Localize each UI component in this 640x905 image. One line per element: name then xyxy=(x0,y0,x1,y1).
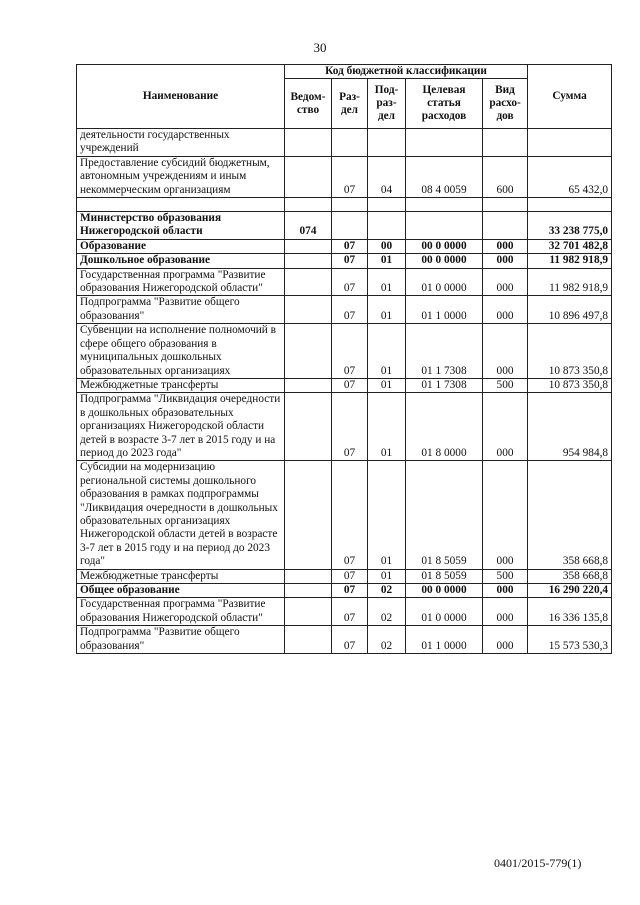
cell-podrazdel: 02 xyxy=(368,626,406,654)
cell-vedomstvo xyxy=(285,239,332,253)
cell-celevaya-statya: 01 1 0000 xyxy=(406,626,483,654)
cell-celevaya-statya: 01 1 7308 xyxy=(406,324,483,379)
cell-podrazdel: 01 xyxy=(368,378,406,392)
cell-sum: 16 290 220,4 xyxy=(528,584,612,598)
cell-podrazdel xyxy=(368,129,406,157)
cell-celevaya-statya: 00 0 0000 xyxy=(406,584,483,598)
cell-vid-rashodov: 000 xyxy=(483,626,528,654)
document-code: 0401/2015-779(1) xyxy=(494,856,582,870)
table-row xyxy=(77,254,612,268)
header-name: Наименование xyxy=(77,65,285,129)
cell-vedomstvo xyxy=(285,569,332,583)
table-row xyxy=(77,212,612,240)
cell-name: Межбюджетные трансферты xyxy=(77,378,285,392)
cell-vedomstvo xyxy=(285,268,332,296)
cell-podrazdel xyxy=(368,212,406,240)
header-podrazdel: Под-раз-дел xyxy=(368,79,406,129)
cell-celevaya-statya: 01 8 5059 xyxy=(406,569,483,583)
table-row xyxy=(77,129,612,157)
cell-celevaya-statya: 08 4 0059 xyxy=(406,156,483,197)
cell-razdel: 07 xyxy=(332,296,368,324)
cell-vid-rashodov: 000 xyxy=(483,461,528,569)
cell-name: деятельности государственных учреждений xyxy=(77,129,285,157)
header-vedomstvo: Ведом-ство xyxy=(285,79,332,129)
cell-sum: 10 873 350,8 xyxy=(528,324,612,379)
cell-razdel xyxy=(332,129,368,157)
page-number: 30 xyxy=(313,40,327,55)
table-row xyxy=(77,598,612,626)
cell-sum: 358 668,8 xyxy=(528,569,612,583)
cell-celevaya-statya: 01 8 5059 xyxy=(406,461,483,569)
table-row xyxy=(77,268,612,296)
cell-razdel: 07 xyxy=(332,598,368,626)
cell-razdel: 07 xyxy=(332,569,368,583)
cell-celevaya-statya: 00 0 0000 xyxy=(406,239,483,253)
cell-name: Общее образование xyxy=(77,584,285,598)
cell-celevaya-statya xyxy=(406,129,483,157)
cell-razdel: 07 xyxy=(332,378,368,392)
cell-podrazdel: 01 xyxy=(368,393,406,461)
cell-name: Предоставление субсидий бюджетным, автономным учреждениям и иным некоммерческим организациям xyxy=(77,156,285,197)
cell-vid-rashodov: 000 xyxy=(483,584,528,598)
cell-sum: 10 873 350,8 xyxy=(528,378,612,392)
cell-sum: 11 982 918,9 xyxy=(528,254,612,268)
cell-vid-rashodov: 500 xyxy=(483,569,528,583)
cell-vid-rashodov: 600 xyxy=(483,156,528,197)
cell-vid-rashodov: 000 xyxy=(483,254,528,268)
cell-vedomstvo xyxy=(285,296,332,324)
spacer-row xyxy=(77,198,612,212)
cell-vid-rashodov: 000 xyxy=(483,393,528,461)
cell-sum: 15 573 530,3 xyxy=(528,626,612,654)
cell-vedomstvo xyxy=(285,393,332,461)
cell-celevaya-statya: 01 1 0000 xyxy=(406,296,483,324)
cell-razdel: 07 xyxy=(332,268,368,296)
cell-vedomstvo xyxy=(285,129,332,157)
cell-razdel: 07 xyxy=(332,461,368,569)
cell-vedomstvo xyxy=(285,461,332,569)
cell-vid-rashodov xyxy=(483,212,528,240)
cell-name: Субвенции на исполнение полномочий в сфере общего образования в муниципальных дошкольных образовательных организациях xyxy=(77,324,285,379)
cell-name: Подпрограмма "Развитие общего образования" xyxy=(77,296,285,324)
cell-podrazdel: 04 xyxy=(368,156,406,197)
cell-vedomstvo: 074 xyxy=(285,212,332,240)
cell-vedomstvo xyxy=(285,598,332,626)
cell-podrazdel: 01 xyxy=(368,268,406,296)
table-row xyxy=(77,461,612,569)
cell-vedomstvo xyxy=(285,378,332,392)
table-body xyxy=(77,129,612,654)
header-vid: Вид расхо-дов xyxy=(483,79,528,129)
cell-celevaya-statya: 01 0 0000 xyxy=(406,598,483,626)
cell-name: Подпрограмма "Ликвидация очередности в дошкольных образовательных организациях Нижегородской области детей в возрасте 3-7 лет в 2015 году и на период до 2023 года" xyxy=(77,393,285,461)
cell-sum: 11 982 918,9 xyxy=(528,268,612,296)
cell-vid-rashodov xyxy=(483,129,528,157)
cell-name: Государственная программа "Развитие образования Нижегородской области" xyxy=(77,598,285,626)
cell-vid-rashodov: 000 xyxy=(483,324,528,379)
header-razdel: Раз-дел xyxy=(332,79,368,129)
cell-name: Дошкольное образование xyxy=(77,254,285,268)
cell-sum xyxy=(528,129,612,157)
cell-vid-rashodov: 000 xyxy=(483,239,528,253)
cell-name: Межбюджетные трансферты xyxy=(77,569,285,583)
table-row xyxy=(77,393,612,461)
cell-name: Подпрограмма "Развитие общего образования" xyxy=(77,626,285,654)
cell-razdel: 07 xyxy=(332,254,368,268)
cell-podrazdel: 01 xyxy=(368,296,406,324)
cell-podrazdel: 00 xyxy=(368,239,406,253)
cell-name xyxy=(77,198,285,212)
cell-razdel: 07 xyxy=(332,156,368,197)
cell-razdel xyxy=(332,212,368,240)
cell-vedomstvo xyxy=(285,324,332,379)
cell-celevaya-statya: 01 0 0000 xyxy=(406,268,483,296)
header-sum: Сумма xyxy=(528,65,612,129)
cell-sum: 32 701 482,8 xyxy=(528,239,612,253)
cell-celevaya-statya xyxy=(406,198,483,212)
cell-podrazdel: 01 xyxy=(368,461,406,569)
budget-table xyxy=(76,64,612,654)
cell-podrazdel: 02 xyxy=(368,598,406,626)
cell-celevaya-statya xyxy=(406,212,483,240)
table-row xyxy=(77,156,612,197)
cell-celevaya-statya: 01 1 7308 xyxy=(406,378,483,392)
cell-razdel: 07 xyxy=(332,626,368,654)
table-row xyxy=(77,584,612,598)
cell-vedomstvo xyxy=(285,584,332,598)
cell-name: Образование xyxy=(77,239,285,253)
cell-vid-rashodov: 000 xyxy=(483,296,528,324)
table-row xyxy=(77,239,612,253)
cell-vid-rashodov: 000 xyxy=(483,268,528,296)
cell-name: Государственная программа "Развитие образования Нижегородской области" xyxy=(77,268,285,296)
table-row xyxy=(77,569,612,583)
header-code-group: Код бюджетной классификации xyxy=(285,65,528,79)
cell-sum xyxy=(528,198,612,212)
cell-sum: 16 336 135,8 xyxy=(528,598,612,626)
cell-celevaya-statya: 01 8 0000 xyxy=(406,393,483,461)
table-row xyxy=(77,626,612,654)
cell-sum: 358 668,8 xyxy=(528,461,612,569)
cell-razdel: 07 xyxy=(332,393,368,461)
cell-razdel: 07 xyxy=(332,239,368,253)
cell-name: Субсидии на модернизацию региональной системы дошкольного образования в рамках подпрограммы "Ликвидация очередности в дошкольных образовательных организациях Нижегородской области детей в возрасте 3-7 лет в 2015 году и на период до 2023 года" xyxy=(77,461,285,569)
cell-vid-rashodov xyxy=(483,198,528,212)
cell-podrazdel: 01 xyxy=(368,254,406,268)
cell-podrazdel: 02 xyxy=(368,584,406,598)
cell-vid-rashodov: 000 xyxy=(483,598,528,626)
cell-vedomstvo xyxy=(285,254,332,268)
table-row xyxy=(77,296,612,324)
header-celevaya: Целевая статья расходов xyxy=(406,79,483,129)
table-header xyxy=(77,65,612,129)
cell-vedomstvo xyxy=(285,198,332,212)
cell-sum: 954 984,8 xyxy=(528,393,612,461)
cell-sum: 65 432,0 xyxy=(528,156,612,197)
cell-razdel: 07 xyxy=(332,324,368,379)
cell-razdel: 07 xyxy=(332,584,368,598)
cell-vid-rashodov: 500 xyxy=(483,378,528,392)
table-row xyxy=(77,324,612,379)
cell-podrazdel: 01 xyxy=(368,324,406,379)
cell-razdel xyxy=(332,198,368,212)
cell-podrazdel xyxy=(368,198,406,212)
table-row xyxy=(77,378,612,392)
cell-celevaya-statya: 00 0 0000 xyxy=(406,254,483,268)
cell-podrazdel: 01 xyxy=(368,569,406,583)
cell-name: Министерство образования Нижегородской области xyxy=(77,212,285,240)
cell-sum: 33 238 775,0 xyxy=(528,212,612,240)
cell-vedomstvo xyxy=(285,626,332,654)
cell-vedomstvo xyxy=(285,156,332,197)
cell-sum: 10 896 497,8 xyxy=(528,296,612,324)
